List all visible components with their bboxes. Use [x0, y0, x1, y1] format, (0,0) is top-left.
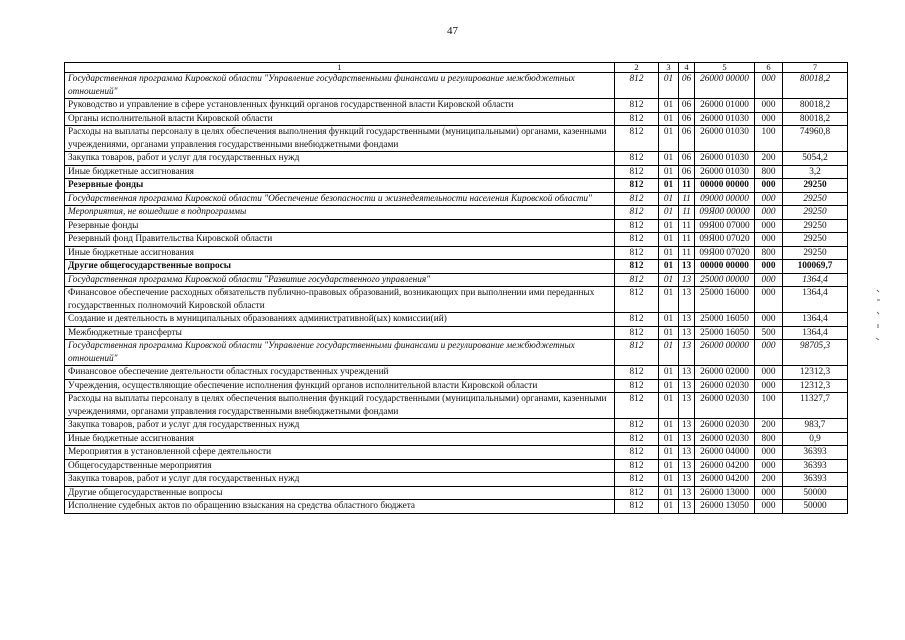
item-name-cell: Другие общегосударственные вопросы [65, 486, 615, 500]
ministry-code-cell: 812 [615, 260, 659, 274]
expense-type-cell: 000 [755, 287, 783, 313]
item-name-cell: Государственная программа Кировской области "Управление государственными финансами и регулирование межбюджетных отношений" [65, 73, 615, 99]
subsection-cell: 13 [679, 419, 695, 433]
table-row [65, 419, 848, 433]
expense-type-cell: 000 [755, 192, 783, 206]
amount-cell: 80018,2 [783, 73, 848, 99]
expense-type-cell: 000 [755, 206, 783, 220]
table-row [65, 219, 848, 233]
ministry-code-cell: 812 [615, 219, 659, 233]
expense-type-cell: 000 [755, 340, 783, 366]
ministry-code-cell: 812 [615, 206, 659, 220]
item-name-cell: Мероприятия в установленной сфере деятельности [65, 446, 615, 460]
section-cell: 01 [659, 326, 679, 340]
amount-cell: 80018,2 [783, 99, 848, 113]
subsection-cell: 11 [679, 179, 695, 193]
ministry-code-cell: 812 [615, 340, 659, 366]
expense-type-cell: 000 [755, 99, 783, 113]
ministry-code-cell: 812 [615, 473, 659, 487]
amount-cell: 80018,2 [783, 112, 848, 126]
section-cell: 01 [659, 112, 679, 126]
target-item-cell: 26000 02030 [695, 393, 755, 419]
expense-type-cell: 000 [755, 179, 783, 193]
ministry-code-cell: 812 [615, 246, 659, 260]
table-row [65, 233, 848, 247]
amount-cell: 29250 [783, 206, 848, 220]
target-item-cell: 09Я00 07020 [695, 246, 755, 260]
expense-type-cell: 200 [755, 152, 783, 166]
target-item-cell: 26000 02000 [695, 366, 755, 380]
header-cell: 3 [659, 63, 679, 73]
expense-type-cell: 000 [755, 486, 783, 500]
target-item-cell: 09Я00 00000 [695, 206, 755, 220]
section-cell: 01 [659, 500, 679, 514]
target-item-cell: 09000 00000 [695, 192, 755, 206]
ministry-code-cell: 812 [615, 432, 659, 446]
subsection-cell: 11 [679, 233, 695, 247]
expense-type-cell: 000 [755, 459, 783, 473]
target-item-cell: 09Я00 07020 [695, 233, 755, 247]
amount-cell: 50000 [783, 486, 848, 500]
item-name-cell: Расходы на выплаты персоналу в целях обеспечения выполнения функций государственными (муниципальными) органами, казенными учреждениями, органами управления государственными внебюджетными фондами [65, 393, 615, 419]
table-row [65, 273, 848, 287]
table-row [65, 206, 848, 220]
expense-type-cell: 000 [755, 73, 783, 99]
section-cell: 01 [659, 99, 679, 113]
amount-cell: 100069,7 [783, 260, 848, 274]
target-item-cell: 09Я00 07000 [695, 219, 755, 233]
section-cell: 01 [659, 219, 679, 233]
subsection-cell: 11 [679, 192, 695, 206]
table-row [65, 73, 848, 99]
expense-type-cell: 800 [755, 432, 783, 446]
subsection-cell: 13 [679, 366, 695, 380]
subsection-cell: 13 [679, 500, 695, 514]
section-cell: 01 [659, 393, 679, 419]
subsection-cell: 13 [679, 446, 695, 460]
table-row [65, 246, 848, 260]
target-item-cell: 26000 04200 [695, 473, 755, 487]
item-name-cell: Исполнение судебных актов по обращению взыскания на средства областного бюджета [65, 500, 615, 514]
target-item-cell: 25000 16050 [695, 313, 755, 327]
target-item-cell: 26000 13000 [695, 486, 755, 500]
item-name-cell: Иные бюджетные ассигнования [65, 165, 615, 179]
expense-type-cell: 200 [755, 419, 783, 433]
table-row [65, 313, 848, 327]
ministry-code-cell: 812 [615, 366, 659, 380]
ministry-code-cell: 812 [615, 393, 659, 419]
target-item-cell: 00000 00000 [695, 179, 755, 193]
section-cell: 01 [659, 313, 679, 327]
ministry-code-cell: 812 [615, 419, 659, 433]
expense-type-cell: 000 [755, 233, 783, 247]
ministry-code-cell: 812 [615, 165, 659, 179]
table-row [65, 287, 848, 313]
subsection-cell: 13 [679, 473, 695, 487]
expense-type-cell: 000 [755, 219, 783, 233]
subsection-cell: 06 [679, 73, 695, 99]
section-cell: 01 [659, 206, 679, 220]
table-row [65, 486, 848, 500]
section-cell: 01 [659, 165, 679, 179]
expense-type-cell: 000 [755, 366, 783, 380]
target-item-cell: 25000 16050 [695, 326, 755, 340]
subsection-cell: 06 [679, 152, 695, 166]
table-row [65, 152, 848, 166]
subsection-cell: 06 [679, 126, 695, 152]
target-item-cell: 26000 04200 [695, 459, 755, 473]
target-item-cell: 25000 00000 [695, 273, 755, 287]
amount-cell: 98705,3 [783, 340, 848, 366]
section-cell: 01 [659, 152, 679, 166]
section-cell: 01 [659, 473, 679, 487]
table-row [65, 179, 848, 193]
subsection-cell: 13 [679, 340, 695, 366]
ministry-code-cell: 812 [615, 446, 659, 460]
table-row [65, 112, 848, 126]
item-name-cell: Иные бюджетные ассигнования [65, 246, 615, 260]
section-cell: 01 [659, 246, 679, 260]
section-cell: 01 [659, 233, 679, 247]
subsection-cell: 13 [679, 287, 695, 313]
item-name-cell: Общегосударственные мероприятия [65, 459, 615, 473]
target-item-cell: 00000 00000 [695, 260, 755, 274]
item-name-cell: Резервный фонд Правительства Кировской области [65, 233, 615, 247]
amount-cell: 36393 [783, 446, 848, 460]
margin-marks [873, 288, 887, 348]
subsection-cell: 13 [679, 432, 695, 446]
section-cell: 01 [659, 419, 679, 433]
section-cell: 01 [659, 192, 679, 206]
subsection-cell: 06 [679, 99, 695, 113]
budget-table [64, 62, 848, 514]
table-row [65, 473, 848, 487]
subsection-cell: 13 [679, 273, 695, 287]
item-name-cell: Закупка товаров, работ и услуг для государственных нужд [65, 473, 615, 487]
expense-type-cell: 100 [755, 393, 783, 419]
amount-cell: 36393 [783, 459, 848, 473]
expense-type-cell: 200 [755, 473, 783, 487]
subsection-cell: 13 [679, 459, 695, 473]
section-cell: 01 [659, 486, 679, 500]
item-name-cell: Финансовое обеспечение деятельности областных государственных учреждений [65, 366, 615, 380]
table-row [65, 379, 848, 393]
ministry-code-cell: 812 [615, 99, 659, 113]
item-name-cell: Закупка товаров, работ и услуг для государственных нужд [65, 419, 615, 433]
header-cell: 7 [783, 63, 848, 73]
section-cell: 01 [659, 379, 679, 393]
item-name-cell: Мероприятия, не вошедшие в подпрограммы [65, 206, 615, 220]
subsection-cell: 13 [679, 260, 695, 274]
ministry-code-cell: 812 [615, 273, 659, 287]
section-cell: 01 [659, 459, 679, 473]
amount-cell: 29250 [783, 192, 848, 206]
section-cell: 01 [659, 432, 679, 446]
header-cell: 2 [615, 63, 659, 73]
amount-cell: 1364,4 [783, 326, 848, 340]
ministry-code-cell: 812 [615, 152, 659, 166]
table-row [65, 126, 848, 152]
amount-cell: 29250 [783, 233, 848, 247]
expense-type-cell: 100 [755, 126, 783, 152]
amount-cell: 1364,4 [783, 273, 848, 287]
item-name-cell: Руководство и управление в сфере установленных функций органов государственной власти Кировской области [65, 99, 615, 113]
table-row [65, 459, 848, 473]
target-item-cell: 26000 01030 [695, 126, 755, 152]
item-name-cell: Государственная программа Кировской области "Развитие государственного управления" [65, 273, 615, 287]
amount-cell: 1364,4 [783, 313, 848, 327]
item-name-cell: Иные бюджетные ассигнования [65, 432, 615, 446]
target-item-cell: 25000 16000 [695, 287, 755, 313]
target-item-cell: 26000 02030 [695, 379, 755, 393]
target-item-cell: 26000 00000 [695, 340, 755, 366]
item-name-cell: Государственная программа Кировской области "Обеспечение безопасности и жизнедеятельности населения Кировской области" [65, 192, 615, 206]
expense-type-cell: 000 [755, 446, 783, 460]
target-item-cell: 26000 00000 [695, 73, 755, 99]
target-item-cell: 26000 04000 [695, 446, 755, 460]
section-cell: 01 [659, 340, 679, 366]
subsection-cell: 13 [679, 326, 695, 340]
section-cell: 01 [659, 179, 679, 193]
section-cell: 01 [659, 446, 679, 460]
ministry-code-cell: 812 [615, 287, 659, 313]
amount-cell: 74960,8 [783, 126, 848, 152]
ministry-code-cell: 812 [615, 126, 659, 152]
ministry-code-cell: 812 [615, 500, 659, 514]
item-name-cell: Создание и деятельность в муниципальных образованиях административной(ых) комиссии(ий) [65, 313, 615, 327]
item-name-cell: Учреждения, осуществляющие обеспечение исполнения функций органов исполнительной власти Кировской области [65, 379, 615, 393]
ministry-code-cell: 812 [615, 233, 659, 247]
amount-cell: 29250 [783, 246, 848, 260]
target-item-cell: 26000 01030 [695, 165, 755, 179]
section-cell: 01 [659, 366, 679, 380]
table-body [65, 63, 848, 514]
expense-type-cell: 000 [755, 313, 783, 327]
target-item-cell: 26000 02030 [695, 432, 755, 446]
target-item-cell: 26000 01030 [695, 112, 755, 126]
amount-cell: 36393 [783, 473, 848, 487]
amount-cell: 12312,3 [783, 379, 848, 393]
amount-cell: 3,2 [783, 165, 848, 179]
expense-type-cell: 000 [755, 112, 783, 126]
amount-cell: 11327,7 [783, 393, 848, 419]
target-item-cell: 26000 01000 [695, 99, 755, 113]
ministry-code-cell: 812 [615, 313, 659, 327]
ministry-code-cell: 812 [615, 73, 659, 99]
subsection-cell: 11 [679, 246, 695, 260]
ministry-code-cell: 812 [615, 459, 659, 473]
table-row [65, 340, 848, 366]
item-name-cell: Межбюджетные трансферты [65, 326, 615, 340]
expense-type-cell: 000 [755, 260, 783, 274]
item-name-cell: Финансовое обеспечение расходных обязательств публично-правовых образований, возникающих при выполнении ими переданных государственных полномочий Кировской области [65, 287, 615, 313]
item-name-cell: Органы исполнительной власти Кировской области [65, 112, 615, 126]
table-row [65, 326, 848, 340]
subsection-cell: 13 [679, 313, 695, 327]
section-cell: 01 [659, 260, 679, 274]
subsection-cell: 06 [679, 112, 695, 126]
amount-cell: 29250 [783, 179, 848, 193]
table-row [65, 446, 848, 460]
page-number: 47 [447, 25, 458, 37]
amount-cell: 12312,3 [783, 366, 848, 380]
expense-type-cell: 000 [755, 379, 783, 393]
item-name-cell: Другие общегосударственные вопросы [65, 260, 615, 274]
expense-type-cell: 000 [755, 273, 783, 287]
subsection-cell: 11 [679, 219, 695, 233]
target-item-cell: 26000 02030 [695, 419, 755, 433]
target-item-cell: 26000 13050 [695, 500, 755, 514]
table-row [65, 260, 848, 274]
header-cell: 4 [679, 63, 695, 73]
subsection-cell: 06 [679, 165, 695, 179]
amount-cell: 983,7 [783, 419, 848, 433]
amount-cell: 1364,4 [783, 287, 848, 313]
item-name-cell: Расходы на выплаты персоналу в целях обеспечения выполнения функций государственными (муниципальными) органами, казенными учреждениями, органами управления государственными внебюджетными фондами [65, 126, 615, 152]
section-cell: 01 [659, 273, 679, 287]
amount-cell: 29250 [783, 219, 848, 233]
header-cell: 1 [65, 63, 615, 73]
item-name-cell: Закупка товаров, работ и услуг для государственных нужд [65, 152, 615, 166]
amount-cell: 50000 [783, 500, 848, 514]
table-row [65, 432, 848, 446]
ministry-code-cell: 812 [615, 379, 659, 393]
section-cell: 01 [659, 73, 679, 99]
ministry-code-cell: 812 [615, 486, 659, 500]
section-cell: 01 [659, 126, 679, 152]
expense-type-cell: 000 [755, 500, 783, 514]
header-row [65, 63, 848, 73]
amount-cell: 0,9 [783, 432, 848, 446]
item-name-cell: Резервные фонды [65, 179, 615, 193]
expense-type-cell: 800 [755, 246, 783, 260]
subsection-cell: 11 [679, 206, 695, 220]
subsection-cell: 13 [679, 379, 695, 393]
table-row [65, 366, 848, 380]
subsection-cell: 13 [679, 393, 695, 419]
table-row [65, 500, 848, 514]
subsection-cell: 13 [679, 486, 695, 500]
header-cell: 5 [695, 63, 755, 73]
item-name-cell: Резервные фонды [65, 219, 615, 233]
table-row [65, 393, 848, 419]
item-name-cell: Государственная программа Кировской области "Управление государственными финансами и регулирование межбюджетных отношений" [65, 340, 615, 366]
expense-type-cell: 800 [755, 165, 783, 179]
header-cell: 6 [755, 63, 783, 73]
section-cell: 01 [659, 287, 679, 313]
target-item-cell: 26000 01030 [695, 152, 755, 166]
expense-type-cell: 500 [755, 326, 783, 340]
ministry-code-cell: 812 [615, 192, 659, 206]
table-row [65, 165, 848, 179]
amount-cell: 5054,2 [783, 152, 848, 166]
ministry-code-cell: 812 [615, 112, 659, 126]
table-row [65, 192, 848, 206]
table-row [65, 99, 848, 113]
ministry-code-cell: 812 [615, 179, 659, 193]
ministry-code-cell: 812 [615, 326, 659, 340]
